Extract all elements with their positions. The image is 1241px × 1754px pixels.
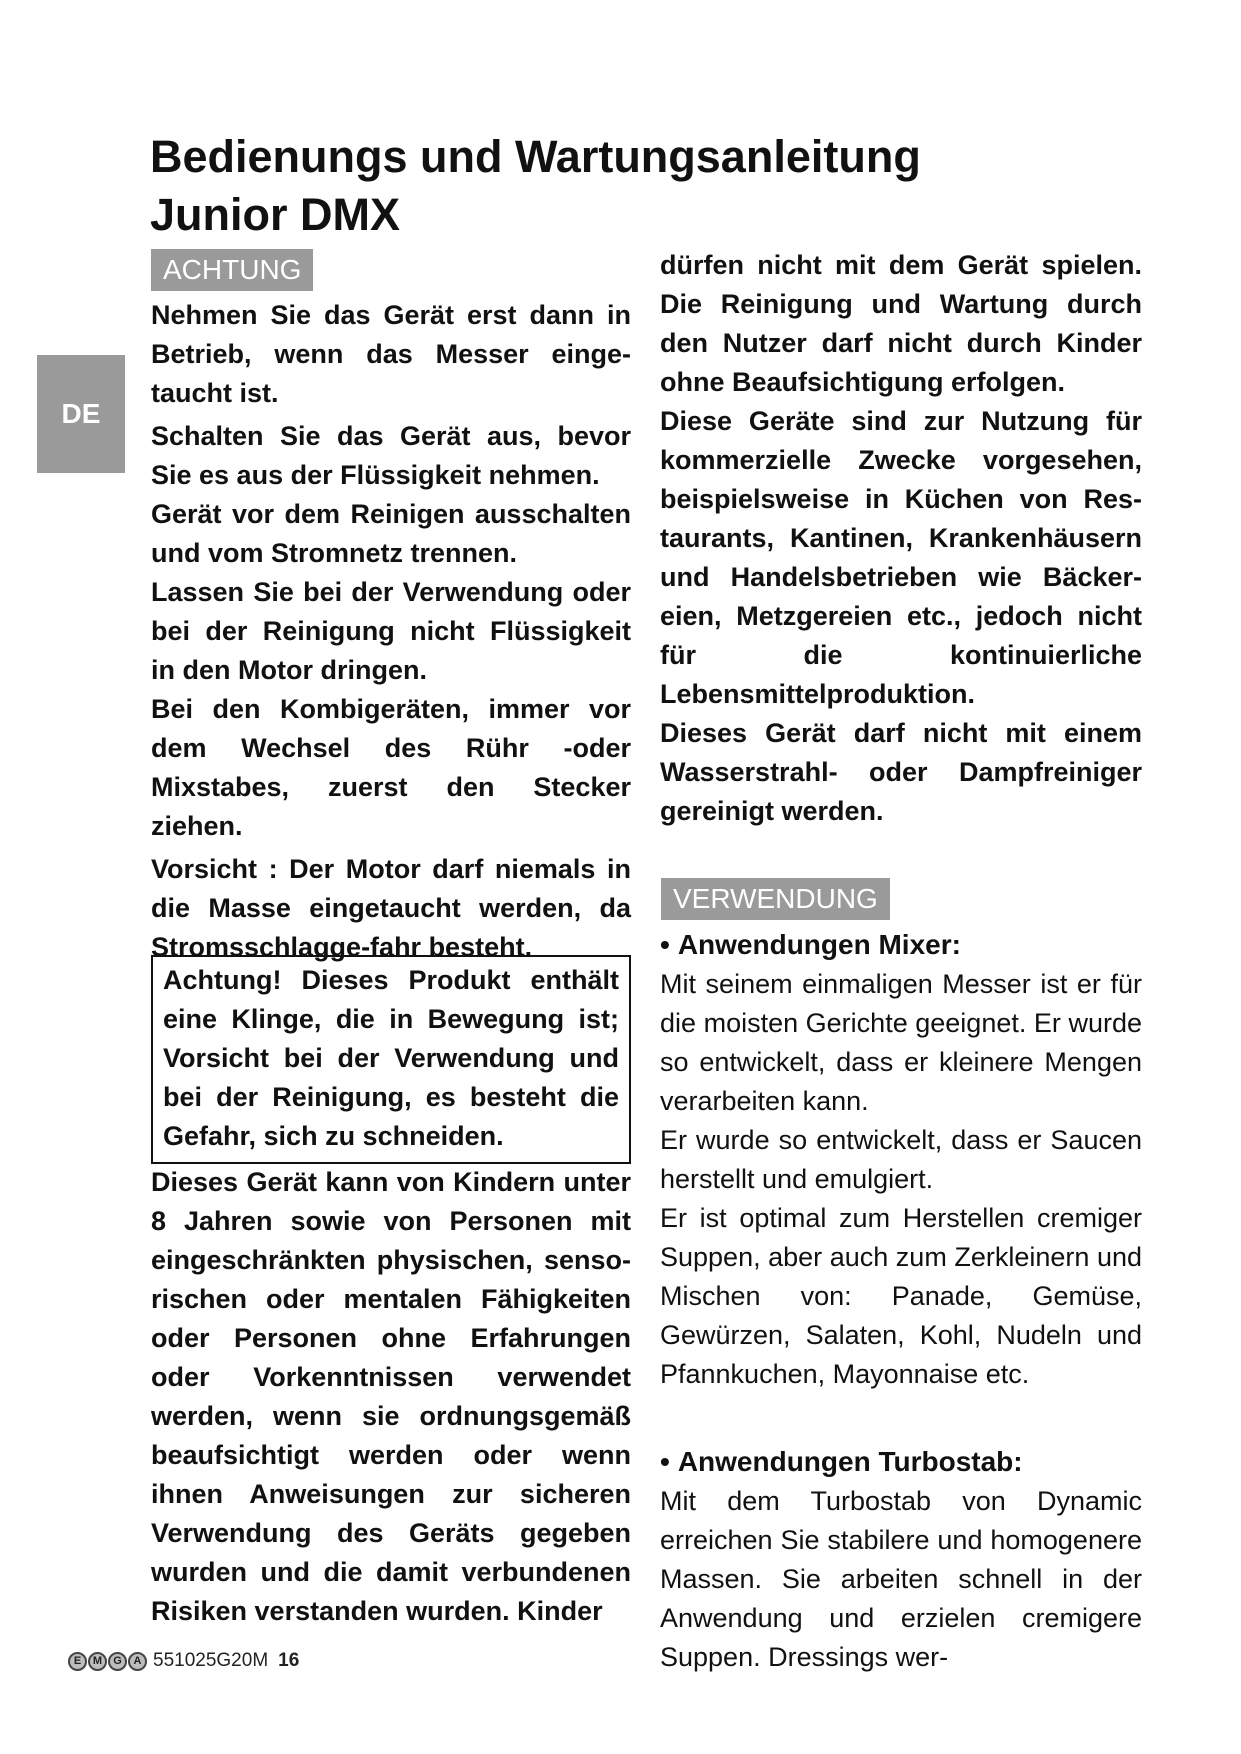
bullet-icon: •	[660, 1446, 670, 1477]
children-usage-paragraph	[151, 1163, 631, 1631]
blade-warning-box: Achtung! Dieses Produkt enthält eine Klinge, die in Bewegung ist; Vorsicht bei der Verwendung und bei der Reinigung, es besteht die Gefahr, sich zu schneiden.	[151, 955, 631, 1164]
turbo-heading	[660, 1442, 1142, 1482]
mixer-heading	[660, 925, 1142, 965]
warning-paragraph: Nehmen Sie das Gerät erst dann in Betrieb, wenn das Messer einge-taucht ist.	[151, 300, 631, 408]
title-line-1: Bedienungs und Wartungsanleitung	[150, 131, 921, 182]
logo-letter: M	[88, 1652, 107, 1671]
warning-paragraph: Bei den Kombigeräten, immer vor dem Wechsel des Rühr -oder Mixstabes, zuerst den Stecker ziehen.	[151, 694, 631, 841]
turbo-title: Anwendungen Turbostab:	[677, 1446, 1023, 1477]
turbo-usage-section	[660, 1442, 1142, 1677]
section-heading-verwendung: VERWENDUNG	[661, 878, 890, 920]
mixer-paragraph: Er ist optimal zum Herstellen cremiger Suppen, aber auch zum Zerkleinern und Mischen von: Panade, Gemüse, Gewürzen, Salaten, Kohl, Nudeln und Pfannkuchen, Mayonnaise etc.	[660, 1203, 1142, 1389]
right-column-safety	[660, 246, 1142, 831]
page-footer	[68, 1646, 299, 1676]
warning-paragraph: Vorsicht : Der Motor darf niemals in die Masse eingetaucht werden, da Stromsschlagge-fahr besteht.	[151, 854, 631, 962]
mixer-paragraph: Mit seinem einmaligen Messer ist er für die moisten Gerichte geeignet. Er wurde so entwickelt, dass er kleinere Mengen verarbeiten kann.	[660, 969, 1142, 1116]
mixer-paragraph: Er wurde so entwickelt, dass er Saucen herstellt und emulgiert.	[660, 1125, 1142, 1194]
mixer-usage-section	[660, 925, 1142, 1394]
emga-logo-icon	[68, 1652, 147, 1671]
page-number: 16	[278, 1650, 300, 1671]
document-code: 551025G20M	[153, 1650, 269, 1671]
safety-paragraph: dürfen nicht mit dem Gerät spielen. Die Reinigung und Wartung durch den Nutzer darf nicht durch Kinder ohne Beaufsichtigung erfolgen.	[660, 250, 1142, 397]
bullet-icon: •	[660, 929, 670, 960]
language-tab: DE	[37, 355, 125, 473]
title-line-2: Junior DMX	[150, 189, 401, 240]
warning-paragraph: Lassen Sie bei der Verwendung oder bei der Reinigung nicht Flüssigkeit in den Motor dringen.	[151, 577, 631, 685]
page-title	[150, 128, 1150, 244]
mixer-title: Anwendungen Mixer:	[677, 929, 961, 960]
logo-letter: A	[128, 1652, 147, 1671]
logo-letter: E	[68, 1652, 87, 1671]
section-heading-achtung: ACHTUNG	[151, 249, 313, 291]
warning-paragraph: Schalten Sie das Gerät aus, bevor Sie es aus der Flüssigkeit nehmen.	[151, 421, 631, 490]
warning-paragraph: Gerät vor dem Reinigen ausschalten und vom Stromnetz trennen.	[151, 499, 631, 568]
safety-paragraph: Dieses Gerät darf nicht mit einem Wasserstrahl- oder Dampfreiniger gereinigt werden.	[660, 718, 1142, 826]
safety-paragraph: Diese Geräte sind zur Nutzung für kommerzielle Zwecke vorgesehen, beispielsweise in Küchen von Res-taurants, Kantinen, Krankenhäusern und Handelsbetrieben wie Bäcker-eien, Metzgereien etc., jedoch nicht für die kontinuierliche Lebensmittelproduktion.	[660, 406, 1142, 709]
children-paragraph: Dieses Gerät kann von Kindern unter 8 Jahren sowie von Personen mit eingeschränkten physischen, senso-rischen oder mentalen Fähigkeiten oder Personen ohne Erfahrungen oder Vorkenntnissen verwendet werden, wenn sie ordnungsgemäß beaufsichtigt werden oder wenn ihnen Anweisungen zur sicheren Verwendung des Geräts gegeben wurden und die damit verbundenen Risiken verstanden wurden. Kinder	[151, 1167, 631, 1626]
logo-letter: G	[108, 1652, 127, 1671]
left-column-warnings	[151, 296, 631, 967]
turbo-paragraph: Mit dem Turbostab von Dynamic erreichen Sie stabilere und homogenere Massen. Sie arbeiten schnell in der Anwendung und erzielen cremigere Suppen. Dressings wer-	[660, 1486, 1142, 1672]
